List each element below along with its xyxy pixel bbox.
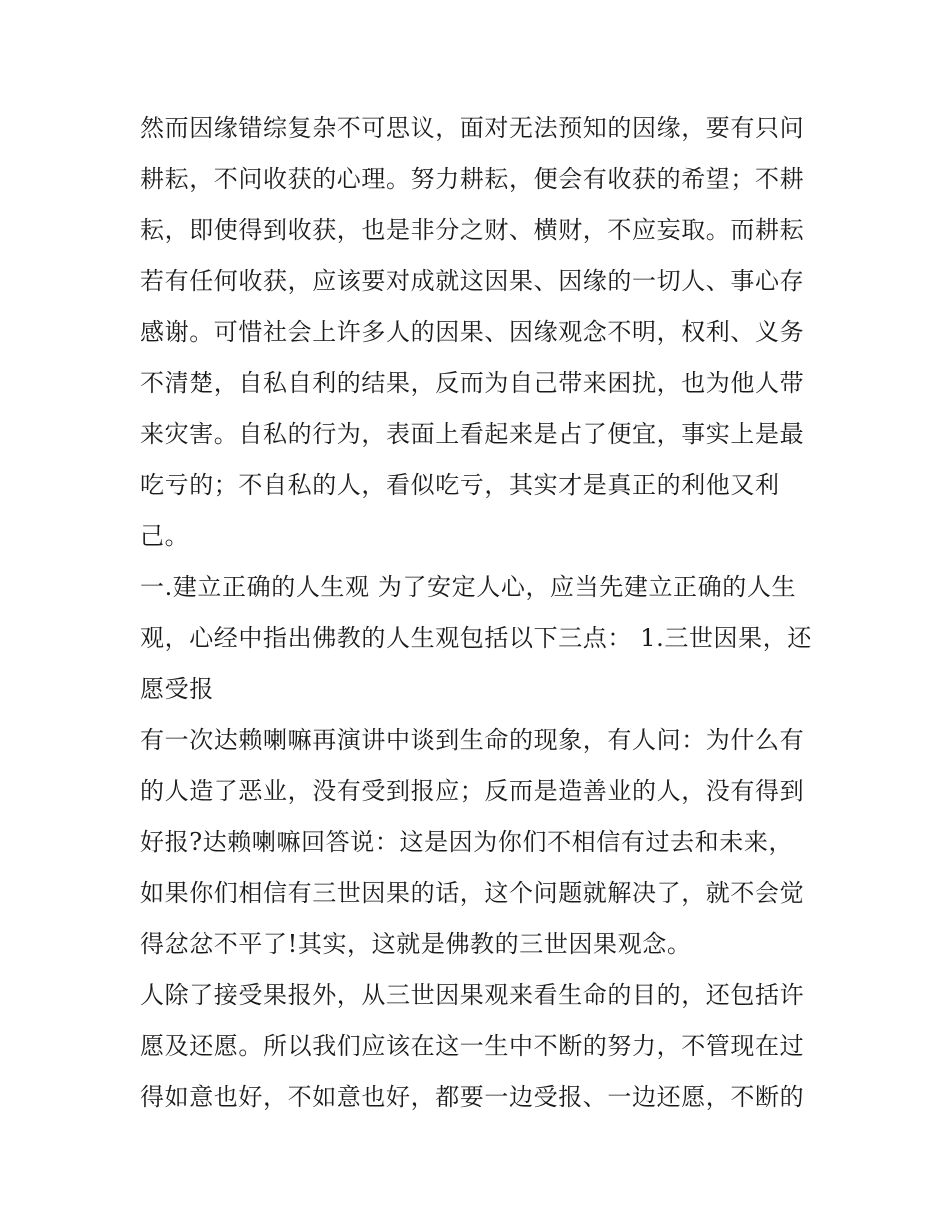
text-line: 的人造了恶业，没有受到报应；反而是造善业的人，没有得到 [140, 777, 805, 805]
text-line: 己。 [140, 522, 190, 550]
text-line: 不清楚，自私自利的结果，反而为自己带来困扰，也为他人带 [140, 369, 805, 397]
text-line: 得忿忿不平了!其实，这就是佛教的三世因果观念。 [140, 930, 692, 958]
text-line: 然而因缘错综复杂不可思议，面对无法预知的因缘，要有只问 [140, 114, 805, 142]
document-body [140, 103, 830, 1123]
text-line: 耕耘，不问收获的心理。努力耕耘，便会有收获的希望；不耕 [140, 165, 805, 193]
text-line: 如果你们相信有三世因果的话，这个问题就解决了，就不会觉 [140, 879, 805, 907]
text-line: 愿及还愿。所以我们应该在这一生中不断的努力，不管现在过 [140, 1032, 805, 1060]
text-line: 耘，即使得到收获，也是非分之财、横财，不应妄取。而耕耘 [140, 216, 805, 244]
text-line: 得如意也好，不如意也好，都要一边受报、一边还愿，不断的 [140, 1083, 805, 1111]
text-line: 若有任何收获，应该要对成就这因果、因缘的一切人、事心存 [140, 267, 805, 295]
text-line: 观，心经中指出佛教的人生观包括以下三点： 1.三世因果，还 [140, 624, 812, 652]
text-line: 好报?达赖喇嘛回答说：这是因为你们不相信有过去和未来， [140, 828, 794, 856]
text-line: 愿受报 [140, 675, 214, 703]
section-heading-line: 一.建立正确的人生观 为了安定人心，应当先建立正确的人生 [140, 573, 797, 601]
text-line: 来灾害。自私的行为，表面上看起来是占了便宜，事实上是最 [140, 420, 805, 448]
text-line: 吃亏的；不自私的人，看似吃亏，其实才是真正的利他又利 [140, 471, 780, 499]
text-line: 感谢。可惜社会上许多人的因果、因缘观念不明，权利、义务 [140, 318, 805, 346]
text-line: 有一次达赖喇嘛再演讲中谈到生命的现象，有人问：为什么有 [140, 726, 805, 754]
text-line: 人除了接受果报外，从三世因果观来看生命的目的，还包括许 [140, 981, 805, 1009]
